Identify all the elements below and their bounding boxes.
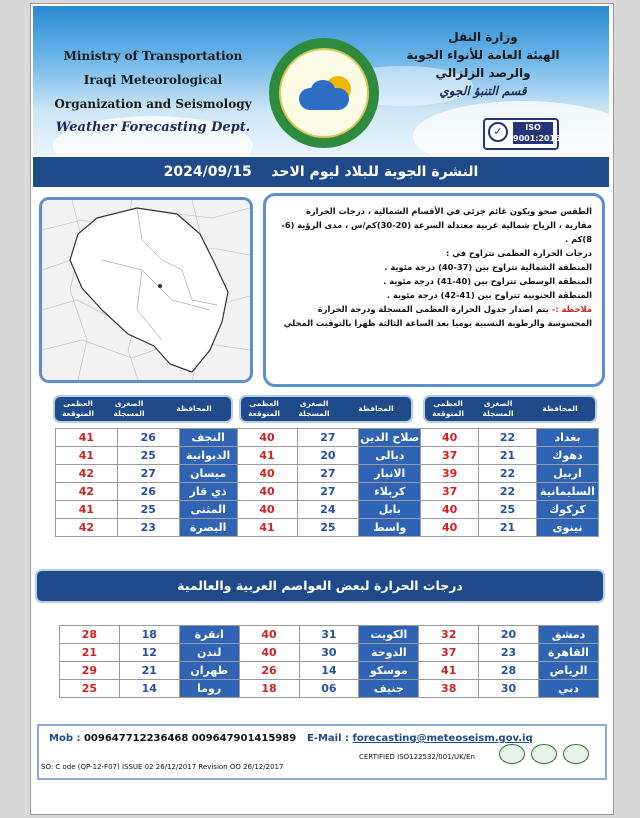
- table-row: [60, 662, 599, 680]
- check-icon: ✓: [488, 122, 508, 142]
- max-temp-cell: 26: [239, 662, 299, 680]
- min-temp-cell: 27: [117, 465, 179, 483]
- max-temp-cell: 40: [239, 644, 299, 662]
- province-cell: النجف: [179, 429, 237, 447]
- city-cell: الدوحة: [359, 644, 419, 662]
- min-temp-cell: 27: [297, 465, 359, 483]
- table-row: [56, 501, 599, 519]
- city-cell: روما: [179, 680, 239, 698]
- department-name-ar: قسم التنبؤ الجوي: [439, 84, 527, 98]
- header-province: المحافظة: [358, 404, 394, 413]
- min-temp-cell: 25: [117, 447, 179, 465]
- header-min: الصغرى المسجلة: [482, 399, 514, 418]
- province-cell: الانبار: [359, 465, 421, 483]
- document-codes: SO: C ode (QP-12-F07) ISSUE 02 26/12/2017 Revision OO 26/12/2017: [41, 763, 284, 771]
- city-cell: دبي: [539, 680, 599, 698]
- min-temp-cell: 14: [119, 680, 179, 698]
- province-cell: كربلاء: [359, 483, 421, 501]
- max-temp-cell: 40: [237, 501, 297, 519]
- city-cell: جنيف: [359, 680, 419, 698]
- min-temp-cell: 31: [299, 626, 359, 644]
- city-cell: انقرة: [179, 626, 239, 644]
- emblem-icon: [563, 744, 589, 764]
- min-temp-cell: 14: [299, 662, 359, 680]
- max-temp-cell: 41: [237, 519, 297, 537]
- min-temp-cell: 22: [479, 465, 537, 483]
- header-max: العظمى المتوقعة: [248, 399, 280, 418]
- min-temp-cell: 21: [479, 447, 537, 465]
- bulletin-page: [30, 3, 614, 815]
- min-temp-cell: 22: [479, 429, 537, 447]
- province-cell: ديالى: [359, 447, 421, 465]
- city-cell: القاهرة: [539, 644, 599, 662]
- min-temp-cell: 26: [117, 429, 179, 447]
- min-temp-cell: 21: [119, 662, 179, 680]
- province-cell: اربيل: [536, 465, 598, 483]
- iso-certification-logo: ✓ ISO 9001:2015: [483, 118, 559, 150]
- province-cell: دهوك: [536, 447, 598, 465]
- city-cell: دمشق: [539, 626, 599, 644]
- max-temp-cell: 28: [60, 626, 120, 644]
- province-cell: الديوانية: [179, 447, 237, 465]
- province-cell: كركوك: [536, 501, 598, 519]
- max-temp-cell: 40: [237, 429, 297, 447]
- city-cell: الكويت: [359, 626, 419, 644]
- max-temp-cell: 37: [421, 447, 479, 465]
- note-label: ملاحظة :-: [551, 304, 592, 314]
- organization-name-line1: Iraqi Meteorological: [83, 73, 223, 87]
- note-text: يتم اصدار جدول الحرارة العظمى المسجلة ودرجة الحرارة المحسوسة والرطوبة النسبية يوميا بعد الساعة الثالثة ظهرا بالتوقيت المحلي: [283, 304, 592, 328]
- province-cell: ميسان: [179, 465, 237, 483]
- max-temp-cell: 37: [419, 644, 479, 662]
- table-row: [56, 447, 599, 465]
- iraq-map-graphic: [42, 200, 250, 380]
- max-temp-cell: 41: [56, 501, 118, 519]
- province-cell: السليمانية: [536, 483, 598, 501]
- max-temp-cell: 39: [421, 465, 479, 483]
- ministry-name-ar: وزارة النقل: [448, 30, 518, 44]
- min-temp-cell: 25: [297, 519, 359, 537]
- header-english: [43, 44, 263, 140]
- header-min: الصغرى المسجلة: [298, 399, 330, 418]
- province-cell: بابل: [359, 501, 421, 519]
- capitals-temperature-table: [59, 625, 599, 698]
- min-temp-cell: 27: [297, 483, 359, 501]
- table-row: [60, 644, 599, 662]
- bulletin-title-text: النشرة الجوية للبلاد ليوم الاحد: [271, 164, 479, 180]
- max-temp-cell: 38: [419, 680, 479, 698]
- forecast-summary: الطقس صحو ويكون غائم جزئي في الأقسام الشمالية ، درجات الحرارة مقاربة ، الرياح شمالية غربية معتدلة السرعة (20-30)كم/س ، مدى الرؤية (6-8)كم .: [281, 206, 592, 244]
- max-temp-cell: 42: [56, 465, 118, 483]
- central-region: المنطقة الوسطى تتراوح بين (40-41) درجة مئوية .: [383, 276, 592, 286]
- province-cell: واسط: [359, 519, 421, 537]
- max-temp-cell: 41: [237, 447, 297, 465]
- max-temp-cell: 42: [56, 483, 118, 501]
- min-temp-cell: 06: [299, 680, 359, 698]
- bulletin-date: 2024/09/15: [163, 164, 252, 180]
- table-row: [60, 680, 599, 698]
- max-temp-cell: 37: [421, 483, 479, 501]
- email-link[interactable]: forecasting@meteoseism.gov.iq: [352, 733, 533, 744]
- province-cell: ذي قار: [179, 483, 237, 501]
- header-max: العظمى المتوقعة: [62, 399, 94, 418]
- header-arabic: [393, 28, 573, 100]
- header-province: المحافظة: [176, 404, 212, 413]
- city-cell: لندن: [179, 644, 239, 662]
- max-temp-cell: 40: [421, 501, 479, 519]
- capitals-section-title: درجات الحرارة لبعض العواصم العربية والعالمية: [37, 571, 603, 601]
- table-header-left: [55, 397, 231, 421]
- table-row: [56, 429, 599, 447]
- iraq-map: [39, 197, 253, 383]
- table-row: [56, 519, 599, 537]
- city-cell: موسكو: [359, 662, 419, 680]
- province-cell: بغداد: [536, 429, 598, 447]
- organization-name-line2: Organization and Seismology: [54, 97, 252, 111]
- max-temp-cell: 29: [60, 662, 120, 680]
- min-temp-cell: 26: [117, 483, 179, 501]
- max-temp-intro: درجات الحرارة العظمى تتراوح في :: [446, 248, 592, 258]
- province-cell: نينوى: [536, 519, 598, 537]
- organization-name-ar2: والرصد الزلزالي: [435, 66, 531, 80]
- max-temp-cell: 40: [239, 626, 299, 644]
- max-temp-cell: 42: [56, 519, 118, 537]
- min-temp-cell: 25: [117, 501, 179, 519]
- min-temp-cell: 24: [297, 501, 359, 519]
- city-cell: طهران: [179, 662, 239, 680]
- min-temp-cell: 20: [297, 447, 359, 465]
- city-cell: الرياض: [539, 662, 599, 680]
- email-contact: E-Mail : forecasting@meteoseism.gov.iq: [307, 733, 533, 744]
- min-temp-cell: 30: [299, 644, 359, 662]
- min-temp-cell: 23: [117, 519, 179, 537]
- header-min: الصغرى المسجلة: [113, 399, 145, 418]
- table-header-middle: [241, 397, 411, 421]
- max-temp-cell: 21: [60, 644, 120, 662]
- min-temp-cell: 27: [297, 429, 359, 447]
- max-temp-cell: 41: [56, 429, 118, 447]
- max-temp-cell: 18: [239, 680, 299, 698]
- header-banner: [33, 6, 609, 156]
- organization-name-ar1: الهيئة العامة للأنواء الجوية: [406, 48, 560, 62]
- northern-region: المنطقة الشمالية تتراوح بين (37-40) درجة مئوية .: [384, 262, 592, 272]
- ministry-name: Ministry of Transportation: [63, 49, 243, 63]
- min-temp-cell: 21: [479, 519, 537, 537]
- min-temp-cell: 25: [479, 501, 537, 519]
- meteorological-logo: [269, 38, 379, 148]
- table-row: [56, 483, 599, 501]
- mobile-numbers-text: 009647712236468 009647901415989: [83, 733, 297, 744]
- forecast-text-panel: [263, 193, 605, 387]
- emblem-icon: [531, 744, 557, 764]
- contact-footer: [37, 724, 607, 780]
- iraq-temperature-table: [55, 428, 599, 537]
- min-temp-cell: 30: [479, 680, 539, 698]
- max-temp-cell: 41: [419, 662, 479, 680]
- certification-text: CERTIFIED ISO122532/001/UK/En: [359, 753, 475, 761]
- min-temp-cell: 12: [119, 644, 179, 662]
- header-max: العظمى المتوقعة: [432, 399, 464, 418]
- min-temp-cell: 23: [479, 644, 539, 662]
- max-temp-cell: 40: [421, 519, 479, 537]
- province-cell: المثنى: [179, 501, 237, 519]
- max-temp-cell: 40: [237, 465, 297, 483]
- max-temp-cell: 40: [237, 483, 297, 501]
- header-province: المحافظة: [542, 404, 578, 413]
- min-temp-cell: 28: [479, 662, 539, 680]
- southern-region: المنطقة الجنوبية تتراوح بين (41-42) درجة مئوية .: [386, 290, 592, 300]
- max-temp-cell: 40: [421, 429, 479, 447]
- max-temp-cell: 32: [419, 626, 479, 644]
- min-temp-cell: 22: [479, 483, 537, 501]
- partner-logos: [499, 744, 599, 766]
- min-temp-cell: 18: [119, 626, 179, 644]
- emblem-icon: [499, 744, 525, 764]
- note: [276, 302, 592, 330]
- province-cell: البصرة: [179, 519, 237, 537]
- table-row: [56, 465, 599, 483]
- min-temp-cell: 20: [479, 626, 539, 644]
- max-temp-cell: 41: [56, 447, 118, 465]
- bulletin-title: [33, 157, 609, 187]
- mobile-numbers: Mob : 009647712236468 009647901415989: [49, 733, 297, 744]
- max-temp-cell: 25: [60, 680, 120, 698]
- table-header-right: [425, 397, 595, 421]
- table-row: [60, 626, 599, 644]
- province-cell: صلاح الدين: [359, 429, 421, 447]
- department-name: Weather Forecasting Dept.: [55, 120, 251, 135]
